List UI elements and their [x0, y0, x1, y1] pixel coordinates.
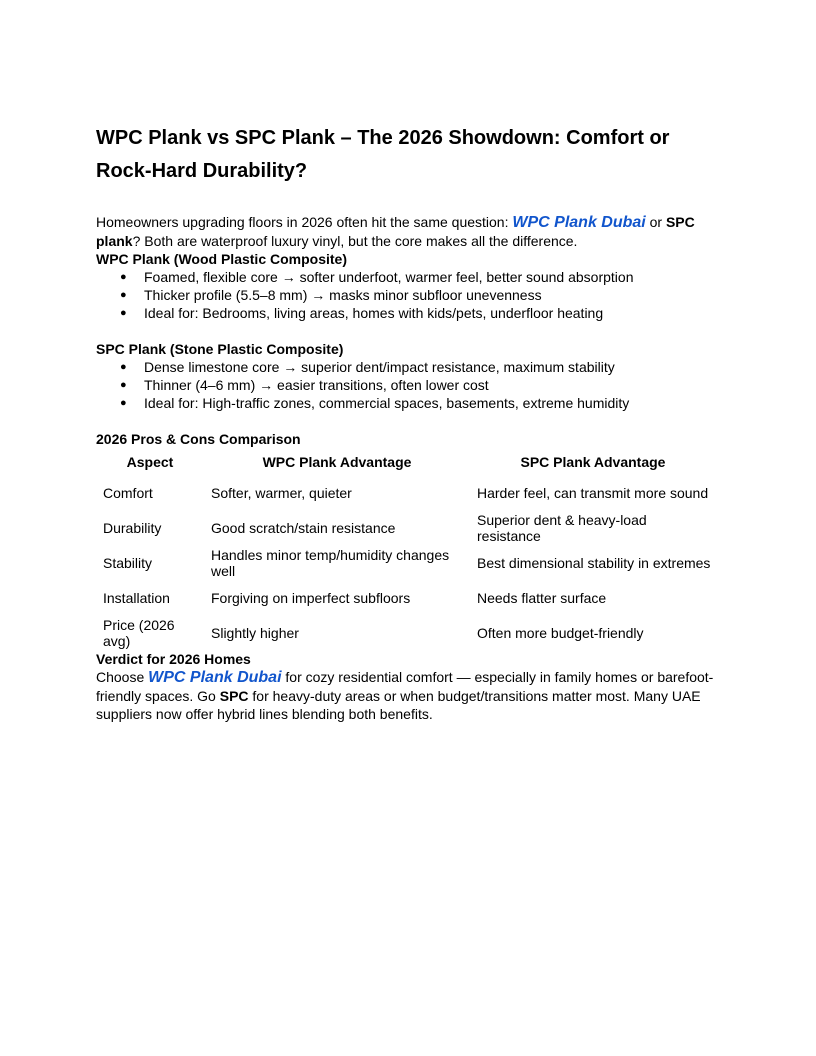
spc-plank-bold: SPC plank	[96, 214, 695, 249]
intro-text-middle: or	[645, 214, 666, 230]
wpc-feature-list	[96, 268, 736, 322]
verdict-text-before: Choose	[96, 669, 149, 685]
list-item: ● Thinner (4–6 mm) → easier transitions, often lower cost	[144, 376, 736, 394]
table-cell: Comfort	[103, 484, 153, 501]
table-cell: Durability	[103, 519, 162, 536]
table-header-row	[96, 448, 716, 475]
spc-section-heading: SPC Plank (Stone Plastic Composite)	[96, 341, 344, 357]
table-row	[96, 615, 716, 650]
table-cell: Good scratch/stain resistance	[211, 519, 396, 536]
table-cell: Best dimensional stability in extremes	[477, 554, 711, 571]
comparison-table	[96, 448, 716, 650]
wpc-plank-dubai-link[interactable]: WPC Plank Dubai	[148, 669, 282, 686]
spc-bold: SPC	[219, 688, 249, 704]
list-item: ● Dense limestone core → superior dent/impact resistance, maximum stability	[144, 358, 736, 376]
intro-paragraph	[96, 213, 736, 250]
verdict-text-middle: for cozy residential comfort — especially in family homes or barefoot-friendly spaces. Go	[96, 669, 714, 704]
table-row	[96, 580, 716, 615]
table-cell: Harder feel, can transmit more sound	[477, 484, 709, 501]
document-page	[96, 122, 736, 723]
list-item: ● Ideal for: High-traffic zones, commercial spaces, basements, extreme humidity	[144, 394, 736, 412]
verdict-heading: Verdict for 2026 Homes	[96, 651, 251, 667]
column-header-aspect: Aspect	[126, 453, 174, 470]
table-cell: Handles minor temp/humidity changes well	[211, 546, 450, 579]
table-cell: Slightly higher	[211, 624, 299, 641]
list-item: ● Foamed, flexible core → softer underfoot, warmer feel, better sound absorption	[144, 268, 736, 286]
column-header-wpc: WPC Plank Advantage	[262, 453, 412, 470]
intro-text-before: Homeowners upgrading floors in 2026 often hit the same question:	[96, 214, 513, 230]
verdict-text-after: for heavy-duty areas or when budget/transitions matter most. Many UAE suppliers now offer hybrid lines blending both benefits.	[96, 688, 701, 722]
table-cell: Needs flatter surface	[477, 589, 607, 606]
table-cell: Often more budget-friendly	[477, 624, 644, 641]
table-cell: Installation	[103, 589, 170, 606]
table-row	[96, 510, 716, 545]
comparison-heading: 2026 Pros & Cons Comparison	[96, 431, 301, 447]
table-cell: Price (2026 avg)	[103, 616, 175, 649]
table-row	[96, 475, 716, 510]
spc-feature-list	[96, 358, 736, 412]
wpc-plank-dubai-link[interactable]: WPC Plank Dubai	[512, 214, 646, 231]
list-item: ● Ideal for: Bedrooms, living areas, homes with kids/pets, underfloor heating	[144, 304, 736, 322]
list-item: ● Thicker profile (5.5–8 mm) → masks minor subfloor unevenness	[144, 286, 736, 304]
page-title: WPC Plank vs SPC Plank – The 2026 Showdown: Comfort or Rock-Hard Durability?	[96, 127, 670, 182]
table-row	[96, 545, 716, 580]
table-cell: Softer, warmer, quieter	[211, 484, 352, 501]
wpc-section-heading: WPC Plank (Wood Plastic Composite)	[96, 251, 347, 267]
column-header-spc: SPC Plank Advantage	[520, 453, 666, 470]
verdict-paragraph	[96, 668, 736, 723]
table-cell: Superior dent & heavy-load resistance	[477, 511, 647, 544]
intro-text-after: ? Both are waterproof luxury vinyl, but the core makes all the difference.	[132, 233, 578, 249]
table-cell: Stability	[103, 554, 153, 571]
table-cell: Forgiving on imperfect subfloors	[211, 589, 411, 606]
